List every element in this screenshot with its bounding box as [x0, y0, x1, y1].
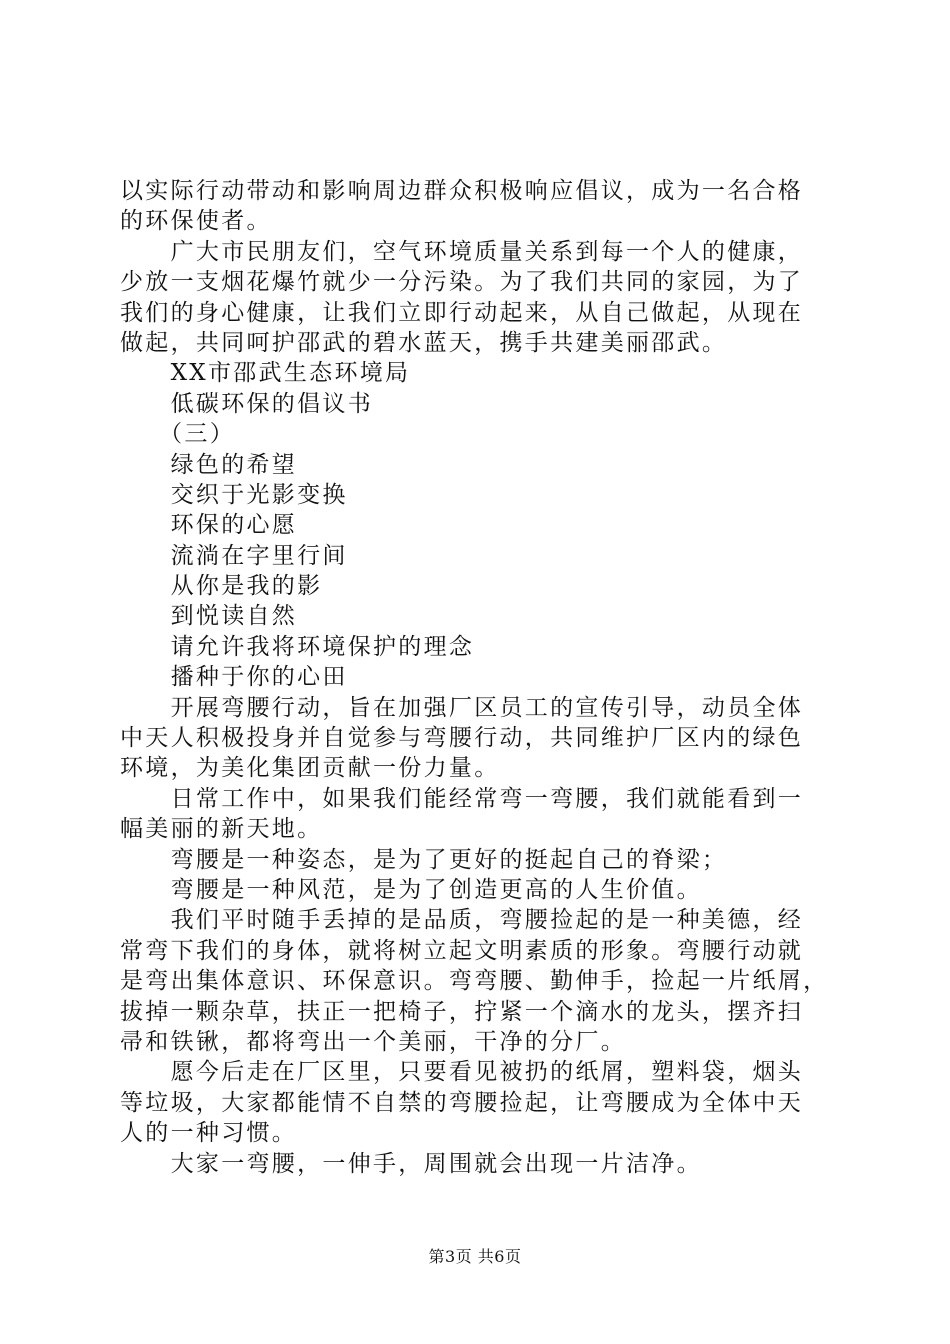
poem-line: 流淌在字里行间 — [120, 542, 348, 569]
text-line: 广大市民朋友们，空气环境质量关系到每一个人的健康， — [120, 238, 804, 265]
text-line: 我们的身心健康，让我们立即行动起来，从自己做起，从现在 — [120, 299, 804, 326]
poem-line: 请允许我将环境保护的理念 — [120, 633, 475, 660]
text-line: 环境，为美化集团贡献一份力量。 — [120, 755, 500, 782]
document-body — [120, 176, 840, 1179]
section-title: 低碳环保的倡议书 — [120, 390, 373, 417]
text-line: 我们平时随手丢掉的是品质，弯腰捡起的是一种美德，经 — [120, 907, 804, 934]
text-line: 日常工作中，如果我们能经常弯一弯腰，我们就能看到一 — [120, 785, 804, 812]
text-line: 等垃圾，大家都能情不自禁的弯腰捡起，让弯腰成为全体中天 — [120, 1089, 804, 1116]
text-line: 幅美丽的新天地。 — [120, 816, 323, 843]
signature-line: XX市邵武生态环境局 — [120, 360, 411, 387]
poem-line: 到悦读自然 — [120, 603, 298, 630]
poem-line: 绿色的希望 — [120, 451, 298, 478]
poem-line: 从你是我的影 — [120, 573, 323, 600]
section-number: （三） — [120, 421, 235, 448]
page-number-footer: 第3页 共6页 — [428, 1247, 522, 1266]
poem-line: 环保的心愿 — [120, 512, 298, 539]
text-line: 的环保使者。 — [120, 208, 272, 235]
text-line: 弯腰是一种姿态，是为了更好的挺起自己的脊梁； — [120, 846, 728, 873]
poem-line: 播种于你的心田 — [120, 664, 348, 691]
text-line: 常弯下我们的身体，就将树立起文明素质的形象。弯腰行动就 — [120, 937, 804, 964]
text-line: 弯腰是一种风范，是为了创造更高的人生价值。 — [120, 876, 702, 903]
text-line: 帚和铁锹，都将弯出一个美丽，干净的分厂。 — [120, 1028, 626, 1055]
text-line: 开展弯腰行动，旨在加强厂区员工的宣传引导，动员全体 — [120, 694, 804, 721]
text-line: 愿今后走在厂区里，只要看见被扔的纸屑，塑料袋，烟头 — [120, 1059, 804, 1086]
text-line: 大家一弯腰，一伸手，周围就会出现一片洁净。 — [120, 1150, 702, 1177]
text-line: 少放一支烟花爆竹就少一分污染。为了我们共同的家园，为了 — [120, 269, 804, 296]
text-line: 拔掉一颗杂草，扶正一把椅子，拧紧一个滴水的龙头，摆齐扫 — [120, 998, 804, 1025]
text-line: 人的一种习惯。 — [120, 1120, 298, 1147]
text-line: 是弯出集体意识、环保意识。弯弯腰、勤伸手，捡起一片纸屑， — [120, 968, 829, 995]
text-line: 做起，共同呵护邵武的碧水蓝天，携手共建美丽邵武。 — [120, 329, 728, 356]
text-line: 以实际行动带动和影响周边群众积极响应倡议，成为一名合格 — [120, 178, 804, 204]
poem-line: 交织于光影变换 — [120, 481, 348, 508]
text-line: 中天人积极投身并自觉参与弯腰行动，共同维护厂区内的绿色 — [120, 725, 804, 752]
